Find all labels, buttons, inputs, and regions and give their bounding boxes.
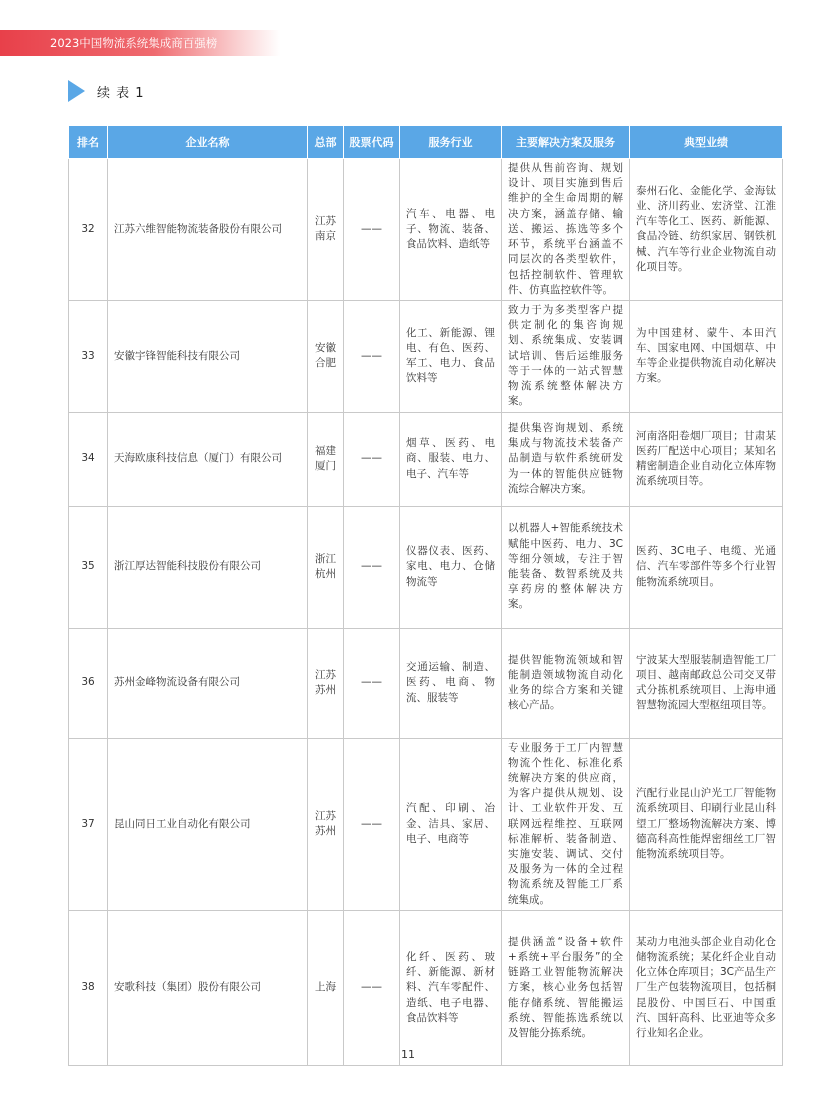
- industries-cell: 化工、新能源、锂电、有色、医药、军工、电力、食品饮料等: [400, 300, 502, 412]
- ranking-table: [68, 125, 783, 1066]
- headquarters-line: 江苏: [315, 668, 336, 681]
- headquarters-cell: [308, 910, 344, 1065]
- company-name-cell: 江苏六维智能物流装备股份有限公司: [108, 159, 308, 301]
- headquarters-cell: [308, 412, 344, 506]
- header-stock-code: 股票代码: [344, 126, 400, 159]
- headquarters-line: 合肥: [315, 357, 336, 370]
- header-company-name: 企业名称: [108, 126, 308, 159]
- cases-cell: 河南洛阳卷烟厂项目；甘肃某医药厂配送中心项目；某知名精密制造企业自动化立体库物流系统项目等。: [630, 412, 783, 506]
- headquarters-line: 福建: [315, 444, 336, 457]
- stock-code-cell: ——: [344, 910, 400, 1065]
- rank-cell: 36: [69, 628, 108, 738]
- section-title: 续 表 1: [97, 85, 145, 101]
- industries-cell: 烟草、医药、电商、服装、电力、电子、汽车等: [400, 412, 502, 506]
- header-solutions: 主要解决方案及服务: [502, 126, 630, 159]
- company-name-cell: 昆山同日工业自动化有限公司: [108, 738, 308, 910]
- headquarters-cell: [308, 159, 344, 301]
- headquarters-cell: [308, 300, 344, 412]
- rank-cell: 32: [69, 159, 108, 301]
- headquarters-line: 浙江: [315, 552, 336, 565]
- rank-cell: 34: [69, 412, 108, 506]
- header-cases: 典型业绩: [630, 126, 783, 159]
- company-name-cell: 天海欧康科技信息（厦门）有限公司: [108, 412, 308, 506]
- headquarters-line: 江苏: [315, 215, 336, 228]
- section-heading: [68, 79, 145, 103]
- company-name-cell: 苏州金峰物流设备有限公司: [108, 628, 308, 738]
- stock-code-cell: ——: [344, 738, 400, 910]
- cases-cell: 汽配行业昆山沪光工厂智能物流系统项目、印刷行业昆山科望工厂整场物流解决方案、博德高科高性能焊密细丝工厂智能物流系统项目等。: [630, 738, 783, 910]
- industries-cell: 仪器仪表、医药、家电、电力、仓储物流等: [400, 506, 502, 628]
- rank-cell: 38: [69, 910, 108, 1065]
- headquarters-line: 上海: [315, 981, 336, 994]
- headquarters-line: 苏州: [315, 684, 336, 696]
- banner-text: 2023中国物流系统集成商百强榜: [50, 36, 218, 50]
- industries-cell: 化纤、医药、玻纤、新能源、新材料、汽车零配件、造纸、电子电器、食品饮料等: [400, 910, 502, 1065]
- table-row: [69, 300, 783, 412]
- headquarters-cell: [308, 738, 344, 910]
- headquarters-line: 江苏: [315, 809, 336, 822]
- company-name-cell: 安歌科技（集团）股份有限公司: [108, 910, 308, 1065]
- rank-cell: 33: [69, 300, 108, 412]
- solutions-cell: 致力于为多类型客户提供定制化的集咨询规划、系统集成、安装调试培训、售后运维服务等于一体的一站式智慧物流系统整体解决方案。: [502, 300, 630, 412]
- rank-cell: 37: [69, 738, 108, 910]
- stock-code-cell: ——: [344, 159, 400, 301]
- industries-cell: 汽车、电器、电子、物流、装备、食品饮料、造纸等: [400, 159, 502, 301]
- table-header-row: [69, 126, 783, 159]
- cases-cell: 宁波某大型服装制造智能工厂项目、越南邮政总公司交叉带式分拣机系统项目、上海申通智慧物流园大型枢纽项目等。: [630, 628, 783, 738]
- table-row: [69, 628, 783, 738]
- cases-cell: 为中国建材、蒙牛、本田汽车、国家电网、中国烟草、中车等企业提供物流自动化解决方案。: [630, 300, 783, 412]
- cases-cell: 医药、3C电子、电缆、光通信、汽车零部件等多个行业智能物流系统项目。: [630, 506, 783, 628]
- industries-cell: 交通运输、制造、医药、电商、物流、服装等: [400, 628, 502, 738]
- cases-cell: 某动力电池头部企业自动化仓储物流系统；某化纤企业自动化立体仓库项目；3C产品生产厂生产包装物流项目，包括桐昆股份、中国巨石、中国重汽、国轩高科、比亚迪等众多行业知名企业。: [630, 910, 783, 1065]
- header-rank: 排名: [69, 126, 108, 159]
- headquarters-line: 安徽: [315, 342, 336, 355]
- table-row: [69, 738, 783, 910]
- headquarters-line: 苏州: [315, 825, 336, 838]
- rank-cell: 35: [69, 506, 108, 628]
- solutions-cell: 专业服务于工厂内智慧物流个性化、标准化系统解决方案的供应商，为客户提供从规划、设计、工业软件开发、互联网远程维控、互联网标准解析、装备制造、实施安装、调试、交付及服务为一体的全过程物流系统及智能工厂系统集成。: [502, 738, 630, 910]
- headquarters-line: 南京: [315, 230, 336, 243]
- stock-code-cell: ——: [344, 506, 400, 628]
- headquarters-line: 杭州: [315, 568, 336, 580]
- table-row: [69, 910, 783, 1065]
- stock-code-cell: ——: [344, 628, 400, 738]
- table-row: [69, 159, 783, 301]
- triangle-marker-icon: [68, 80, 85, 102]
- report-banner: [0, 30, 280, 56]
- company-name-cell: 安徽宇锋智能科技有限公司: [108, 300, 308, 412]
- page-number: 11: [401, 1048, 415, 1061]
- stock-code-cell: ——: [344, 300, 400, 412]
- solutions-cell: 提供集咨询规划、系统集成与物流技术装备产品制造与软件系统研发为一体的智能供应链物流综合解决方案。: [502, 412, 630, 506]
- headquarters-cell: [308, 628, 344, 738]
- industries-cell: 汽配、印刷、冶金、洁具、家居、电子、电商等: [400, 738, 502, 910]
- table-row: [69, 412, 783, 506]
- solutions-cell: 以机器人+智能系统技术赋能中医药、电力、3C等细分领域，专注于智能装备、数智系统及共享药房的整体解决方案。: [502, 506, 630, 628]
- header-industries: 服务行业: [400, 126, 502, 159]
- headquarters-cell: [308, 506, 344, 628]
- solutions-cell: 提供涵盖“设备+软件+系统+平台服务”的全链路工业智能物流解决方案，核心业务包括智能存储系统、智能搬运系统、智能拣选系统以及智能分拣系统。: [502, 910, 630, 1065]
- headquarters-line: 厦门: [315, 460, 336, 472]
- header-headquarters: 总部: [308, 126, 344, 159]
- solutions-cell: 提供智能物流领域和智能制造领域物流自动化业务的综合方案和关键核心产品。: [502, 628, 630, 738]
- solutions-cell: 提供从售前咨询、规划设计、项目实施到售后维护的全生命周期的解决方案，涵盖存储、输送、搬运、拣选等多个环节，系统平台涵盖不同层次的各类型软件，包括控制软件、管理软件、仿真监控软件等。: [502, 159, 630, 301]
- stock-code-cell: ——: [344, 412, 400, 506]
- company-name-cell: 浙江厚达智能科技股份有限公司: [108, 506, 308, 628]
- table-row: [69, 506, 783, 628]
- cases-cell: 泰州石化、金能化学、金海钛业、济川药业、宏济堂、江淮汽车等化工、医药、新能源、食品冷链、纺织家居、钢铁机械、汽车等行业企业物流自动化项目等。: [630, 159, 783, 301]
